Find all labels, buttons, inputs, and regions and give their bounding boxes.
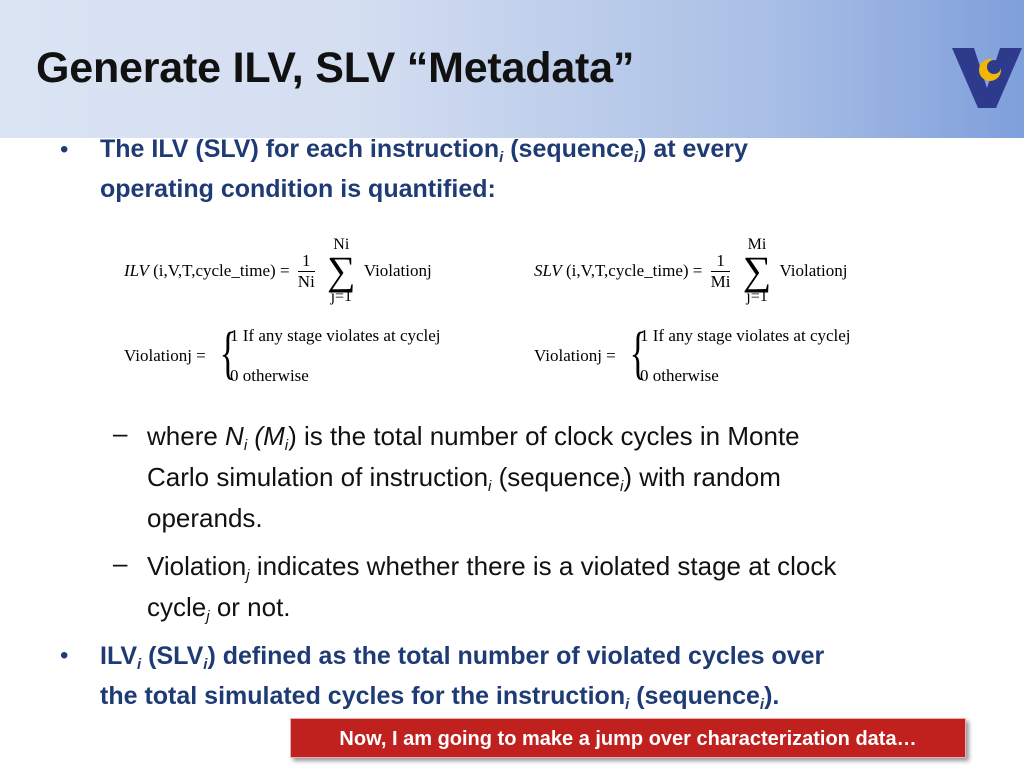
subbullet-marker: – <box>113 418 128 448</box>
slide-title: Generate ILV, SLV “Metadata” <box>36 44 635 92</box>
university-logo <box>952 44 1022 110</box>
subbullet-1: where $N_i$ $(M_i)$ is the total number of clock cycles in Monte Carlo simulation of instruction$_i$ (sequence$_i$) with random operands. <box>147 421 800 533</box>
bullet-2: $ILV_i$ $(SLV_i)$ defined as the total number of violated cycles over the total simulated cycles for the instruction$_i$ (sequence$_i$). <box>100 642 825 713</box>
violation-cases-left: Violationj = { 1 If any stage violates at cyclej 0 otherwise <box>124 320 441 385</box>
callout-note: Now, I am going to make a jump over characterization data… <box>290 718 966 758</box>
bullet-marker: • <box>60 136 69 163</box>
violation-cases-right: Violationj = { 1 If any stage violates at cyclej 0 otherwise <box>534 320 851 385</box>
ilv-formula: ILV (i,V,T,cycle_time) = $\frac{1}{Ni}$ Ni ∑ j=1 Violationj <box>124 236 432 305</box>
bullet-1: The ILV (SLV) for each instruction$_i$ (sequence$_i$) at every operating condition is quantified: <box>100 135 748 203</box>
subbullet-2: Violation$_j$ indicates whether there is a violated stage at clock cycle$_j$ or not. <box>147 551 837 625</box>
bullet-marker: • <box>60 642 69 669</box>
slv-formula: SLV (i,V,T,cycle_time) = $\frac{1}{Mi}$ Mi ∑ j=1 Violationj <box>534 236 848 305</box>
subbullet-marker: – <box>113 548 128 578</box>
